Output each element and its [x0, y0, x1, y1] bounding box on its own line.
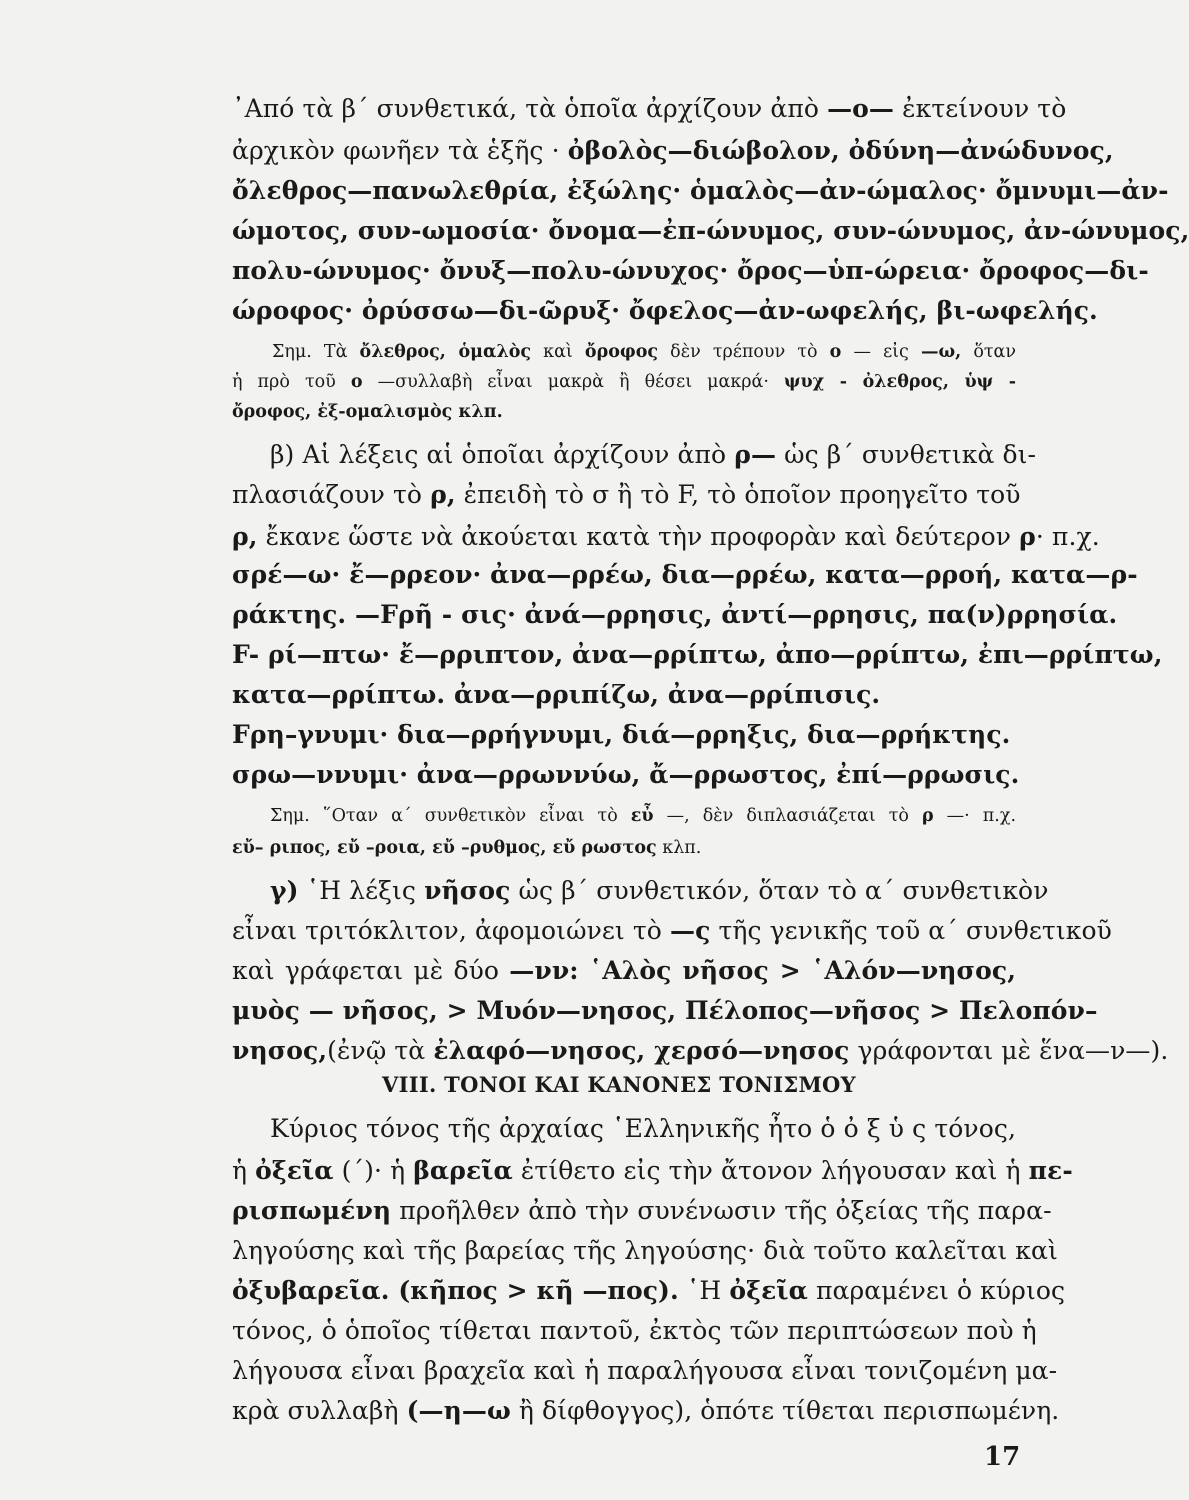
text-line: [232, 1356, 1058, 1385]
bold-text: (—η—ω: [406, 1396, 511, 1425]
text-line: [232, 760, 1020, 789]
text-line: [232, 94, 1067, 123]
text-span: ἔκανε ὥστε νὰ ἀκούεται κατὰ τὴν προφορὰν καὶ δεύτερον: [257, 522, 1020, 551]
text-span: Κύριος τόνος τῆς ἀρχαίας ῾Ελληνικῆς ἦτο ὁ ὀ ξ ὑ ς τόνος,: [270, 1114, 1016, 1143]
bold-text: ρ—: [734, 440, 777, 469]
page-number: 17: [984, 1442, 1021, 1472]
text-span: —, δὲν διπλασιάζεται τὸ: [653, 806, 922, 826]
bold-text: ο: [350, 372, 363, 392]
bold-text: ώροφος· ὀρύσσω—δι-ῶρυξ· ὄφελος—ἀν-ωφελής, βι-ωφελής.: [232, 296, 1098, 325]
text-span: καὶ γράφεται μὲ δύο: [232, 956, 510, 985]
text-line: [232, 136, 1114, 165]
text-span: εἶναι τριτόκλιτον, ἀφομοιώνει τὸ: [232, 916, 670, 945]
text-span: ὡς β΄ συνθετικόν, ὅταν τὸ α΄ συνθετικὸν: [510, 876, 1049, 905]
text-span: ἐπειδὴ τὸ σ ἢ τὸ F, τὸ ὁποῖον προηγεῖτο τοῦ: [455, 480, 1021, 509]
text-span: ᾿Από τὰ β΄ συνθετικά, τὰ ὁποῖα ἀρχίζουν ἀπὸ: [232, 94, 828, 123]
text-span: — εἰς: [841, 342, 921, 362]
text-span: γράφονται μὲ ἕνα—ν—).: [849, 1036, 1169, 1065]
text-line: [232, 958, 1016, 983]
bold-text: ὄροφος, ἐξ-ομαλισμὸς κλπ.: [232, 402, 503, 422]
bold-text: F- ρί—πτω· ἔ—ρριπτον, ἀνα—ρρίπτω, ἀπο—ρρίπτω, ἐπι—ρρίπτω,: [232, 640, 1163, 669]
text-span: Σημ. ῞Οταν α΄ συνθετικὸν εἶναι τὸ: [270, 806, 631, 826]
bold-text: ὄροφος: [584, 342, 659, 362]
bold-text: ώμοτος, συν-ωμοσία· ὄνομα—ἐπ-ώνυμος, συν-ώνυμος, ἀν-ώνυμος,: [232, 216, 1189, 245]
bold-text: ὀξεῖα: [255, 1156, 334, 1185]
text-span: ῾Η: [678, 1276, 730, 1305]
bold-text: —νν: ῾Αλὸς νῆσος > ῾Αλόν—νησος,: [509, 956, 1016, 985]
bold-text: ὄλεθρος—πανωλεθρία, ἐξώλης· ὁμαλὸς—ἀν-ώμαλος· ὄμνυμι—ἀν-: [232, 176, 1169, 205]
bold-text: ὄλεθρος, ὁμαλὸς: [359, 342, 532, 362]
text-line: [232, 256, 1149, 285]
bold-text: ρ,: [232, 522, 258, 551]
note-line: [232, 840, 792, 858]
text-span: ὡς β΄ συνθετικὰ δι-: [776, 440, 1037, 469]
bold-text: ράκτης. —Fρῆ - σις· ἀνά—ρρησις, ἀντί—ρρησις, πα(ν)ρρησία.: [232, 600, 1118, 629]
text-line: [232, 1276, 1066, 1305]
bold-text: ρ: [921, 806, 934, 826]
text-span: · π.χ.: [1035, 522, 1100, 551]
text-span: ἀρχικὸν φωνῆεν τὰ ἑξῆς ·: [232, 136, 568, 165]
text-span: παραμένει ὁ κύριος: [807, 1276, 1066, 1305]
bold-text: —ω,: [920, 342, 962, 362]
bold-text: πε-: [1028, 1156, 1073, 1185]
text-line: [232, 1396, 1060, 1425]
bold-text: εὔ– ριπος, εὔ –ροια, εὔ –ρυθμος, εὔ ρωστος: [232, 838, 657, 858]
note-line: [232, 374, 1016, 392]
bold-text: γ): [270, 876, 299, 905]
text-line: [232, 296, 1098, 325]
text-span: —συλλαβὴ εἶναι μακρὰ ἢ θέσει μακρά·: [362, 372, 785, 392]
bold-text: πολυ-ώνυμος· ὄνυξ—πολυ-ώνυχος· ὄρος—ὑπ-ώρεια· ὄροφος—δι-: [232, 256, 1149, 285]
text-span: κρὰ συλλαβὴ: [232, 1396, 407, 1425]
text-span: ὅταν: [961, 342, 1017, 362]
text-span: τόνος, ὁ ὁποῖος τίθεται παντοῦ, ἐκτὸς τῶν περιπτώσεων ποὺ ἡ: [232, 1316, 1037, 1345]
text-line: [232, 916, 1112, 945]
bold-text: μυὸς — νῆσος, > Μυόν—νησος, Πέλοπος—νῆσος > Πελοπόν–: [232, 996, 1098, 1025]
bold-text: εὖ: [630, 806, 654, 826]
text-line: [232, 1236, 1058, 1265]
text-line: [232, 1036, 1169, 1065]
text-span: ἡ πρὸ τοῦ: [232, 372, 351, 392]
text-span: —· π.χ.: [933, 806, 1017, 826]
bold-text: —ο—: [827, 94, 895, 123]
text-span: καὶ: [531, 342, 585, 362]
text-span: πλασιάζουν τὸ: [232, 480, 431, 509]
bold-text: ὀξυβαρεῖα. (κῆπος > κῆ —πος).: [232, 1276, 679, 1305]
text-line: [232, 600, 1118, 629]
text-span: Σημ. Τὰ: [272, 342, 360, 362]
bold-text: βαρεῖα: [413, 1156, 513, 1185]
note-line: [232, 404, 632, 422]
text-line: [232, 216, 1189, 245]
text-line: [232, 680, 881, 709]
bold-text: Fρη–γνυμι· δια—ρρήγνυμι, διά—ρρηξις, δια—ρρήκτης.: [232, 720, 1011, 749]
text-span: ἡ: [232, 1156, 256, 1185]
text-line: [232, 720, 1011, 749]
text-line: [232, 480, 1021, 509]
text-span: προῆλθεν ἀπὸ τὴν συνένωσιν τῆς ὀξείας τῆς παρα-: [391, 1196, 1052, 1225]
text-line: [270, 876, 1049, 905]
bold-text: —ς: [670, 916, 711, 945]
text-line: [270, 1116, 1016, 1141]
bold-text: ἐλαφό—νησος, χερσό—νησος: [433, 1036, 850, 1065]
bold-text: ὀβολὸς—διώβολον, ὀδύνη—ἀνώδυνος,: [567, 136, 1114, 165]
text-span: τῆς γενικῆς τοῦ α΄ συνθετικοῦ: [710, 916, 1112, 945]
bold-text: ὀξεῖα: [729, 1276, 808, 1305]
bold-text: σρω—ννυμι· ἀνα—ρρωννύω, ἄ—ρρωστος, ἐπί—ρρωσις.: [232, 760, 1020, 789]
text-span: ἐτίθετο εἰς τὴν ἄτονον λήγουσαν καὶ ἡ: [512, 1156, 1029, 1185]
text-span: κλπ.: [656, 838, 702, 858]
text-span: ἐκτείνουν τὸ: [894, 94, 1067, 123]
text-span: δὲν τρέπουν τὸ: [658, 342, 830, 362]
bold-text: σρέ—ω· ἔ—ρρεον· ἀνα—ρρέω, δια—ρρέω, κατα—ρροή, κατα—ρ-: [232, 560, 1138, 589]
text-line: [232, 560, 1138, 589]
text-line: [232, 996, 1098, 1025]
text-line: [232, 522, 1100, 551]
bold-text: ρισπωμένη: [232, 1196, 392, 1225]
bold-text: ρ: [1019, 522, 1036, 551]
bold-text: νῆσος: [424, 876, 511, 905]
text-line: [232, 1196, 1052, 1225]
section-heading: VIII. ΤΟΝΟΙ ΚΑΙ ΚΑΝΟΝΕΣ ΤΟΝΙΣΜΟΥ: [382, 1072, 856, 1097]
text-span: ἢ δίφθογγος), ὁπότε τίθεται περισπωμένη.: [510, 1396, 1060, 1425]
bold-text: νησος,: [232, 1036, 328, 1065]
bold-text: ρ,: [430, 480, 456, 509]
text-span: (ἐνῷ τὰ: [327, 1036, 434, 1065]
text-span: ληγούσης καὶ τῆς βαρείας τῆς ληγούσης· διὰ τοῦτο καλεῖται καὶ: [232, 1236, 1058, 1265]
text-line: [232, 176, 1169, 205]
bold-text: ψυχ - ὀλεθρος, ὑψ -: [784, 372, 1017, 392]
note-line: [272, 344, 1016, 362]
text-line: [232, 1156, 1073, 1185]
text-span: λήγουσα εἶναι βραχεῖα καὶ ἡ παραλήγουσα εἶναι τονιζομένη μα-: [232, 1356, 1058, 1385]
text-span: ῾Η λέξις: [298, 876, 425, 905]
text-span: β) Αἱ λέξεις αἱ ὁποῖαι ἀρχίζουν ἀπὸ: [270, 440, 735, 469]
bold-text: ο: [829, 342, 842, 362]
text-span: (΄)· ἡ: [333, 1156, 414, 1185]
text-line: [270, 440, 1037, 469]
bold-text: κατα—ρρίπτω. ἀνα—ρριπίζω, ἀνα—ρρίπισις.: [232, 680, 881, 709]
note-line: [270, 808, 1016, 826]
text-line: [232, 640, 1163, 669]
text-line: [232, 1316, 1037, 1345]
